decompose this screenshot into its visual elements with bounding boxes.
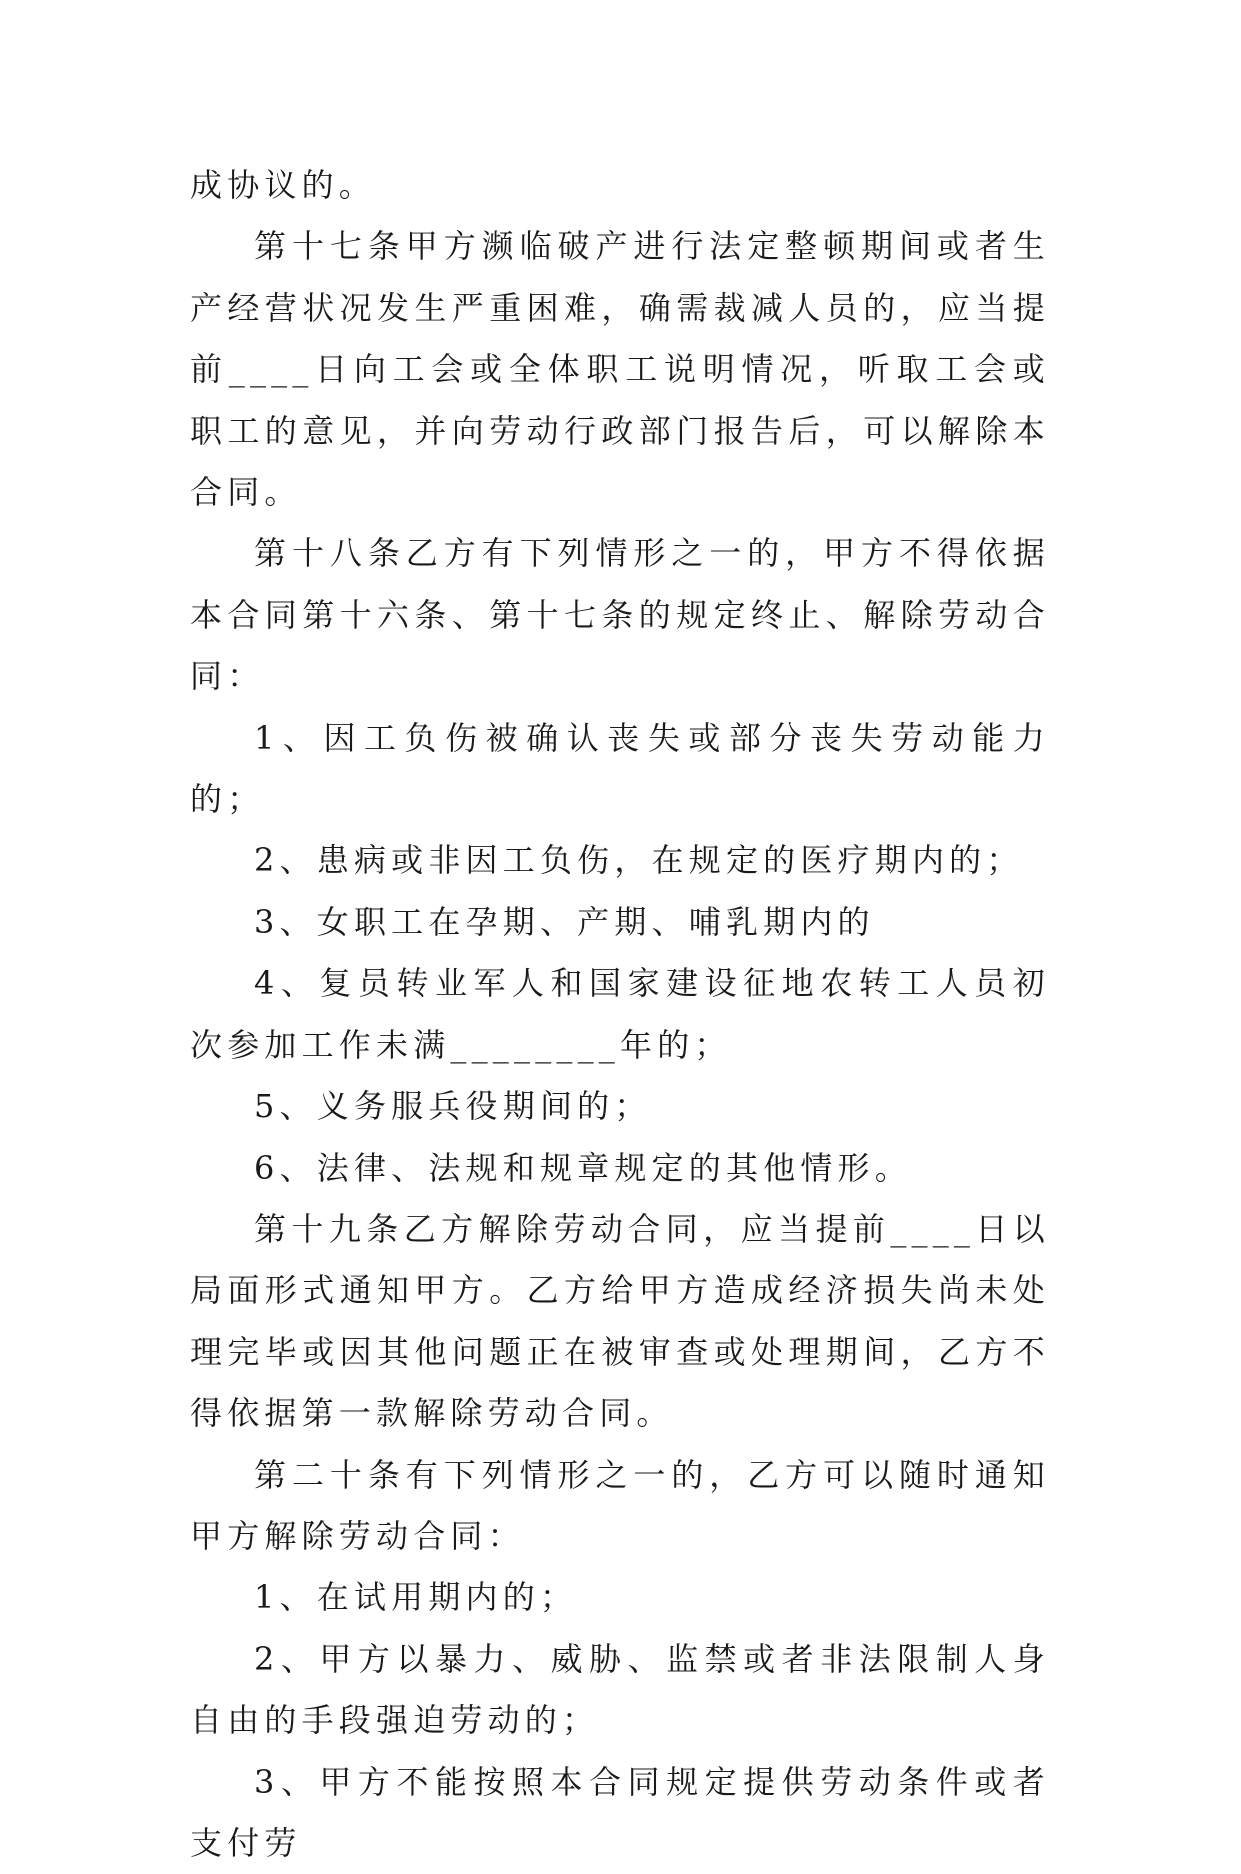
- document-body: [190, 155, 1050, 1874]
- list-item-18-4: 4、复员转业军人和国家建设征地农转工人员初次参加工作未满________年的；: [190, 964, 1050, 1064]
- list-item-20-1: 1、在试用期内的；: [254, 1578, 578, 1617]
- paragraph-continuation: 成协议的。: [190, 166, 377, 204]
- paragraph-article-20: 第二十条有下列情形之一的，乙方可以随时通知甲方解除劳动合同：: [190, 1455, 1050, 1555]
- paragraph-article-18: 第十八条乙方有下列情形之一的，甲方不得依据本合同第十六条、第十七条的规定终止、解除劳动合同：: [190, 534, 1050, 696]
- list-item-18-3: 3、女职工在孕期、产期、哺乳期内的: [254, 902, 875, 941]
- list-item-18-5: 5、义务服兵役期间的；: [254, 1087, 652, 1126]
- list-item-20-2: 2、甲方以暴力、威胁、监禁或者非法限制人身自由的手段强迫劳动的；: [190, 1639, 1050, 1740]
- list-item-18-6: 6、法律、法规和规章规定的其他情形。: [254, 1148, 912, 1187]
- paragraph-article-17: 第十七条甲方濒临破产进行法定整顿期间或者生产经营状况发生严重困难，确需裁减人员的，应当提前____日向工会或全体职工说明情况，听取工会或职工的意见，并向劳动行政部门报告后，可以解除本合同。: [190, 227, 1050, 512]
- list-item-18-1: 1、因工负伤被确认丧失或部分丧失劳动能力的；: [190, 718, 1050, 819]
- list-item-20-3: 3、甲方不能按照本合同规定提供劳动条件或者支付劳: [190, 1762, 1050, 1862]
- paragraph-article-19: 第十九条乙方解除劳动合同，应当提前____日以局面形式通知甲方。乙方给甲方造成经济损失尚未处理完毕或因其他问题正在被审查或处理期间，乙方不得依据第一款解除劳动合同。: [190, 1209, 1050, 1433]
- list-item-18-2: 2、患病或非因工负伤，在规定的医疗期内的；: [254, 841, 1024, 880]
